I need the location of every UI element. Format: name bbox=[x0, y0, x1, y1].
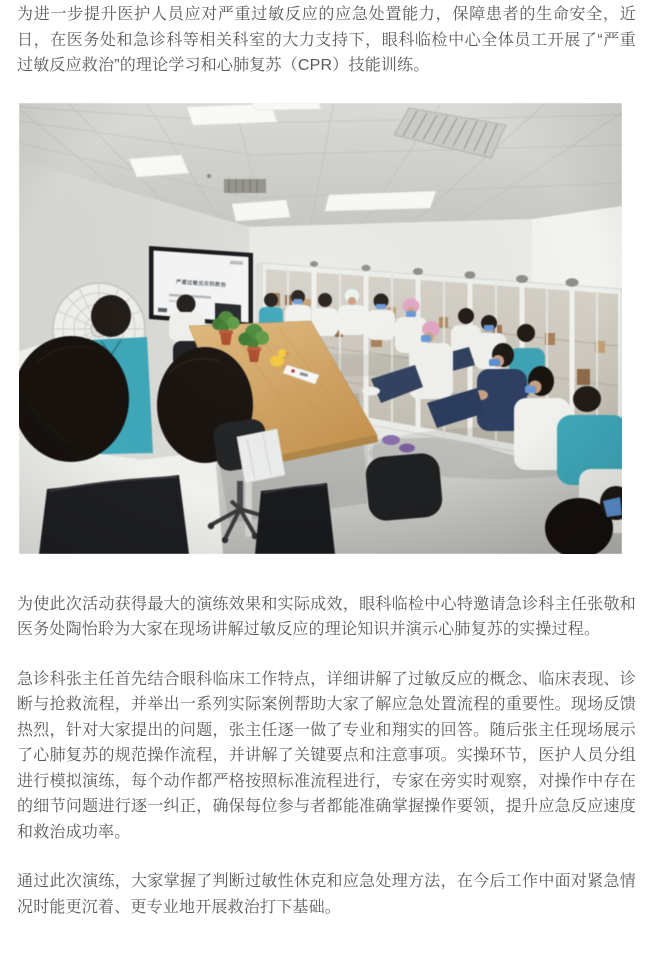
article-photo bbox=[19, 103, 622, 554]
paragraph-3: 急诊科张主任首先结合眼科临床工作特点，详细讲解了过敏反应的概念、临床表现、诊断与抢救流程，并举出一系列实际案例帮助大家了解应急处置流程的重要性。现场反馈热烈，针对大家提出的问题，张主任逐一做了专业和翔实的回答。随后张主任现场展示了心肺复苏的规范操作流程，并讲解了关键要点和注意事项。实操环节，医护人员分组进行模拟演练，每个动作都严格按照标准流程进行，专家在旁实时观察，对操作中存在的细节问题进行逐一纠正，确保每位参与者都能准确掌握操作要领，提升应急反应速度和救治成功率。 bbox=[17, 670, 636, 841]
paragraph-2: 为使此次活动获得最大的演练效果和实际成效，眼科临检中心特邀请急诊科主任张敬和医务处陶怡聆为大家在现场讲解过敏反应的理论知识并演示心肺复苏的实操过程。 bbox=[17, 595, 636, 638]
paragraph-1: 为进一步提升医护人员应对严重过敏反应的应急处置能力，保障患者的生命安全，近日，在医务处和急诊科等相关科室的大力支持下，眼科临检中心全体员工开展了“严重过敏反应救治”的理论学习和心肺复苏（CPR）技能训练。 bbox=[17, 6, 636, 74]
photo-vignette bbox=[19, 103, 622, 554]
paragraph-4: 通过此次演练，大家掌握了判断过敏性休克和应急处理方法，在今后工作中面对紧急情况时能更沉着、更专业地开展救治打下基础。 bbox=[17, 873, 636, 916]
training-photo-illustration bbox=[19, 103, 622, 554]
